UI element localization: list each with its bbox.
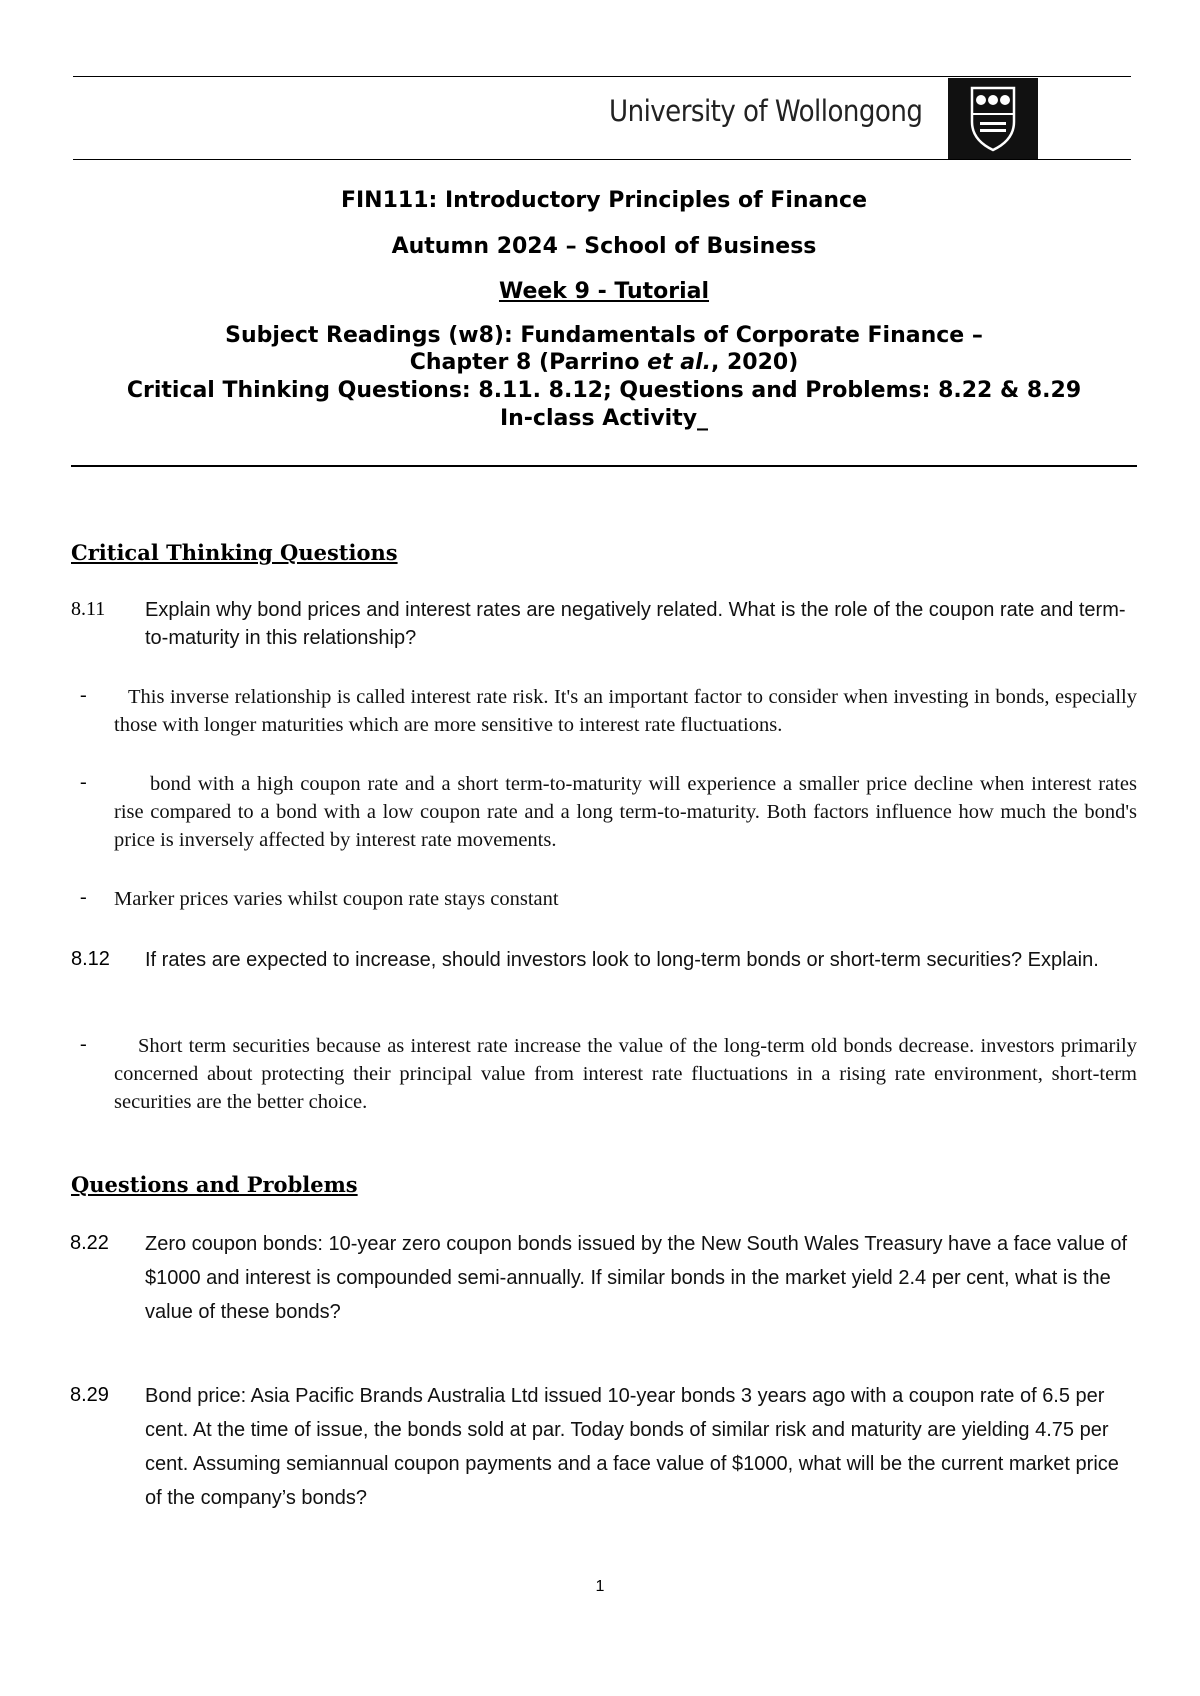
answer-dash: - <box>80 684 87 706</box>
answer-dash: - <box>80 886 87 908</box>
header-top-rule <box>73 76 1131 77</box>
question-text: If rates are expected to increase, should investors look to long-term bonds or short-term securities? Explain. <box>145 949 1099 971</box>
chapter-text: Chapter 8 (Parrino <box>409 350 648 375</box>
chapter-etal: et al. <box>647 350 711 375</box>
university-name: University of Wollongong <box>609 94 923 128</box>
answer-text: Short term securities because as interest rate increase the value of the long-term old bonds decrease. investors primarily concerned about protecting their principal value from interest rate fluctuations in a rising rate environment, short-term securities are the better choice. <box>114 1035 1137 1113</box>
question-number: 8.12 <box>71 948 110 970</box>
title-bottom-rule <box>71 465 1137 467</box>
question-text: Explain why bond prices and interest rates are negatively related. What is the role of the coupon rate and term-to-maturity in this relationship? <box>145 599 1126 649</box>
header-bottom-rule <box>73 159 1131 160</box>
course-title: FIN111: Introductory Principles of Finance <box>340 188 868 213</box>
problem-text: Bond price: Asia Pacific Brands Australia Ltd issued 10-year bonds 3 years ago with a coupon rate of 6.5 per cent. At the time of issue, the bonds sold at par. Today bonds of similar risk and maturity are yielding 4.75 per cent. Assuming semiannual coupon payments and a face value of $1000, what will be the current market price of the company’s bonds? <box>145 1385 1119 1509</box>
answer-text: This inverse relationship is called interest rate risk. It's an important factor to consider when investing in bonds, especially those with longer maturities which are more sensitive to interest rate fluctuations. <box>114 686 1137 736</box>
problem-number: 8.22 <box>70 1232 109 1254</box>
page-number: 1 <box>595 1578 605 1595</box>
answer-dash: - <box>80 1033 87 1055</box>
question-number: 8.11 <box>71 598 106 620</box>
week-title-text: Week 9 - Tutorial <box>498 279 710 304</box>
activity-line: In-class Activity_ <box>499 406 709 431</box>
university-crest-icon <box>948 78 1038 160</box>
critical-thinking-heading: Critical Thinking Questions <box>71 540 398 565</box>
questions-problems-heading: Questions and Problems <box>71 1172 358 1197</box>
session-title: Autumn 2024 – School of Business <box>391 234 817 259</box>
readings-line: Subject Readings (w8): Fundamentals of Corporate Finance – <box>225 323 983 348</box>
answer-text: Marker prices varies whilst coupon rate stays constant <box>114 888 559 910</box>
problem-text: Zero coupon bonds: 10-year zero coupon bonds issued by the New South Wales Treasury have a face value of $1000 and interest is compounded semi-annually. If similar bonds in the market yield 2.4 per cent, what is the value of these bonds? <box>145 1233 1128 1323</box>
answer-dash: - <box>80 771 87 793</box>
chapter-line <box>70 350 1138 375</box>
problem-number: 8.29 <box>70 1384 109 1406</box>
questions-list-line: Critical Thinking Questions: 8.11. 8.12; Questions and Problems: 8.22 & 8.29 <box>126 378 1082 403</box>
answer-text: bond with a high coupon rate and a short term-to-maturity will experience a smaller price decline when interest rates rise compared to a bond with a low coupon rate and a long term-to-maturity. Both factors influence how much the bond's price is inversely affected by interest rate movements. <box>114 773 1137 851</box>
chapter-year: , 2020) <box>710 350 799 375</box>
week-title <box>70 279 1138 304</box>
